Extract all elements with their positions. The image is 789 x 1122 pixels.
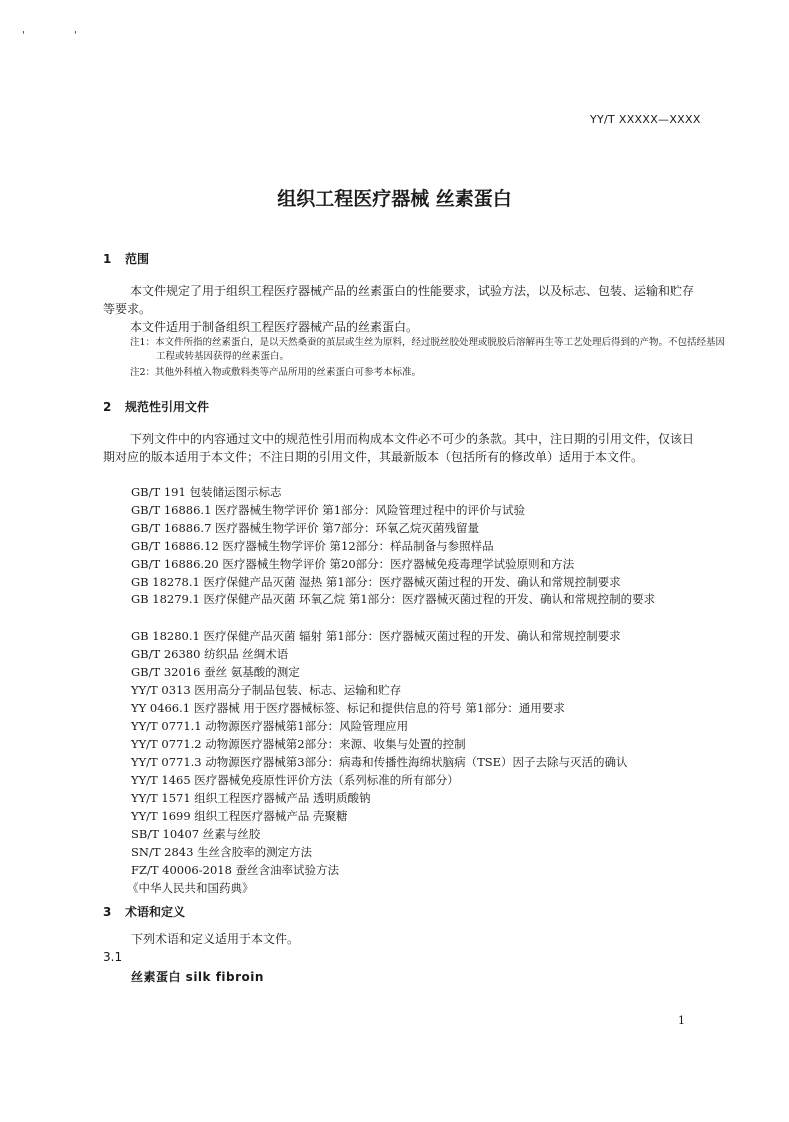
section-title: 规范性引用文件 xyxy=(125,400,210,414)
section-number: 1 xyxy=(103,252,112,266)
reference-item: GB/T 26380 纺织品 丝绸术语 xyxy=(131,647,289,661)
standard-code: YY/T XXXXX—XXXX xyxy=(590,113,701,126)
corner-mark-left: ' xyxy=(22,30,25,41)
section-number: 2 xyxy=(103,400,112,414)
reference-item: YY/T 0771.3 动物源医疗器械第3部分：病毒和传播性海绵状脑病（TSE）因子去除与灭活的确认 xyxy=(131,755,628,769)
section-2-heading xyxy=(103,398,209,415)
reference-item: GB 18279.1 医疗保健产品灭菌 环氧乙烷 第1部分：医疗器械灭菌过程的开发、确认和常规控制的要求 xyxy=(131,592,656,606)
corner-mark-right: ' xyxy=(74,30,77,41)
reference-item: GB/T 191 包装储运图示标志 xyxy=(131,485,282,499)
reference-item: SB/T 10407 丝素与丝胶 xyxy=(131,827,261,841)
reference-item: YY/T 0771.2 动物源医疗器械第2部分：来源、收集与处置的控制 xyxy=(131,737,466,751)
reference-item: SN/T 2843 生丝含胶率的测定方法 xyxy=(131,845,313,859)
section-title: 范围 xyxy=(125,252,150,266)
reference-item: YY/T 0771.1 动物源医疗器械第1部分：风险管理应用 xyxy=(131,719,409,733)
section-3-heading xyxy=(103,903,185,920)
terms-intro: 下列术语和定义适用于本文件。 xyxy=(131,932,300,946)
reference-item: YY/T 0313 医用高分子制品包装、标志、运输和贮存 xyxy=(131,683,402,697)
reference-item: GB/T 16886.20 医疗器械生物学评价 第20部分：医疗器械免疫毒理学试验原则和方法 xyxy=(131,557,575,571)
reference-item: YY 0466.1 医疗器械 用于医疗器械标签、标记和提供信息的符号 第1部分：通用要求 xyxy=(131,701,565,715)
reference-item: YY/T 1699 组织工程医疗器械产品 壳聚糖 xyxy=(131,809,348,823)
reference-item: GB/T 16886.12 医疗器械生物学评价 第12部分：样品制备与参照样品 xyxy=(131,539,494,553)
document-title: 组织工程医疗器械 丝素蛋白 xyxy=(277,188,512,210)
reference-item: FZ/T 40006-2018 蚕丝含油率试验方法 xyxy=(131,863,340,877)
scope-note-1: 注1：本文件所指的丝素蛋白，是以天然桑蚕的茧层或生丝为原料，经过脱丝胶处理或脱胶后溶解再生等工艺处理后得到的产物。不包括经基因工程或转基因获得的丝素蛋白。 xyxy=(130,337,726,362)
section-1-heading xyxy=(103,250,149,267)
reference-item: GB/T 32016 蚕丝 氨基酸的测定 xyxy=(131,665,300,679)
normative-intro: 下列文件中的内容通过文中的规范性引用而构成本文件必不可少的条款。其中，注日期的引用文件，仅该日期对应的版本适用于本文件；不注日期的引用文件，其最新版本（包括所有的修改单）适用于本文件。 xyxy=(103,432,695,464)
scope-note-2: 注2：其他外科植入物或敷料类等产品所用的丝素蛋白可参考本标准。 xyxy=(130,367,422,378)
scope-paragraph-2: 本文件适用于制备组织工程医疗器械产品的丝素蛋白。 xyxy=(130,320,419,334)
reference-item: GB 18280.1 医疗保健产品灭菌 辐射 第1部分：医疗器械灭菌过程的开发、确认和常规控制要求 xyxy=(131,629,621,643)
page-number: 1 xyxy=(678,1014,685,1027)
section-number: 3 xyxy=(103,905,112,919)
reference-item: GB/T 16886.7 医疗器械生物学评价 第7部分：环氧乙烷灭菌残留量 xyxy=(131,521,480,535)
reference-item: YY/T 1465 医疗器械免疫原性评价方法（系列标准的所有部分） xyxy=(131,773,459,787)
reference-item: 《中华人民共和国药典》 xyxy=(127,881,254,895)
term-code: 3.1 xyxy=(103,950,123,964)
term-name: 丝素蛋白 silk fibroin xyxy=(131,970,264,984)
section-title: 术语和定义 xyxy=(125,905,186,919)
reference-item: GB 18278.1 医疗保健产品灭菌 湿热 第1部分：医疗器械灭菌过程的开发、确认和常规控制要求 xyxy=(131,575,621,589)
reference-item: YY/T 1571 组织工程医疗器械产品 透明质酸钠 xyxy=(131,791,371,805)
scope-paragraph-1: 本文件规定了用于组织工程医疗器械产品的丝素蛋白的性能要求，试验方法，以及标志、包装、运输和贮存等要求。 xyxy=(103,284,695,316)
reference-item: GB/T 16886.1 医疗器械生物学评价 第1部分：风险管理过程中的评价与试验 xyxy=(131,503,526,517)
